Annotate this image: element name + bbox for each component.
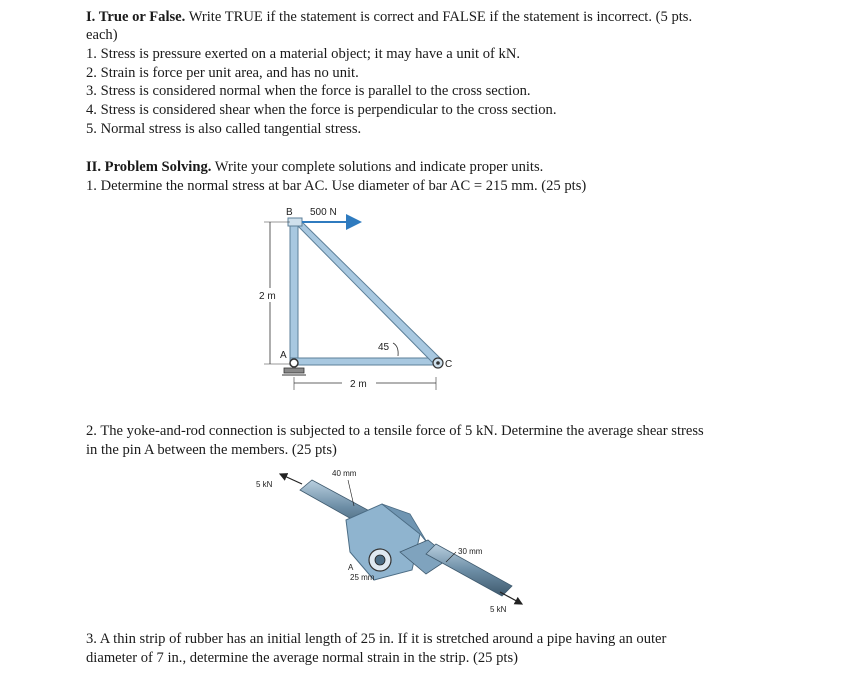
member-bc [292,220,440,362]
label-b: B [286,207,293,218]
part1-heading-cont: each) [86,27,118,43]
label-a: A [280,350,287,361]
force-right-label: 5 kN [490,605,507,614]
pin-a [290,359,298,367]
part1-heading [86,8,692,26]
part1-item-1: 1. Stress is pressure exerted on a material object; it may have a unit of kN. [86,46,521,62]
problem-3-line-1: 3. A thin strip of rubber has an initial length of 25 in. If it is stretched around a pipe having an outer [86,631,667,647]
member-ac [290,358,438,365]
force-left-arrow [280,474,302,484]
height-label: 2 m [259,291,276,302]
angle-label: 45 [378,342,390,353]
label-a: A [348,563,354,572]
dim-top-label: 40 mm [332,469,357,478]
part1-item-5: 5. Normal stress is also called tangential stress. [86,121,362,137]
dim-pin-label: 25 mm [350,573,375,582]
problem-3-line-2: diameter of 7 in., determine the average normal strain in the strip. (25 pts) [86,650,518,666]
force-label: 500 N [310,207,337,218]
member-ab [290,222,298,364]
truss-figure [250,200,470,410]
part2-heading-rest: Write your complete solutions and indicate proper units. [211,159,544,175]
part1-item-4: 4. Stress is considered shear when the force is perpendicular to the cross section. [86,102,557,118]
problem-2-line-2: in the pin A between the members. (25 pts) [86,442,337,458]
part1-heading-rest: Write TRUE if the statement is correct and FALSE if the statement is incorrect. (5 pts. [185,9,693,25]
part1-item-3: 3. Stress is considered normal when the force is parallel to the cross section. [86,83,531,99]
force-right-arrow [500,592,522,604]
yoke-rod-figure [250,462,540,622]
dim-right-label: 30 mm [458,547,483,556]
force-left-label: 5 kN [256,480,273,489]
width-label: 2 m [350,379,367,390]
part1-heading-bold: I. True or False. [86,9,186,25]
label-c: C [445,359,453,370]
part2-heading-bold: II. Problem Solving. [86,159,212,175]
problem-2-line-1: 2. The yoke-and-rod connection is subjected to a tensile force of 5 kN. Determine the average shear stress [86,423,704,439]
problem-1-text: 1. Determine the normal stress at bar AC. Use diameter of bar AC = 215 mm. (25 pts) [86,178,587,194]
part2-heading [86,158,543,176]
part1-item-2: 2. Strain is force per unit area, and has no unit. [86,65,359,81]
